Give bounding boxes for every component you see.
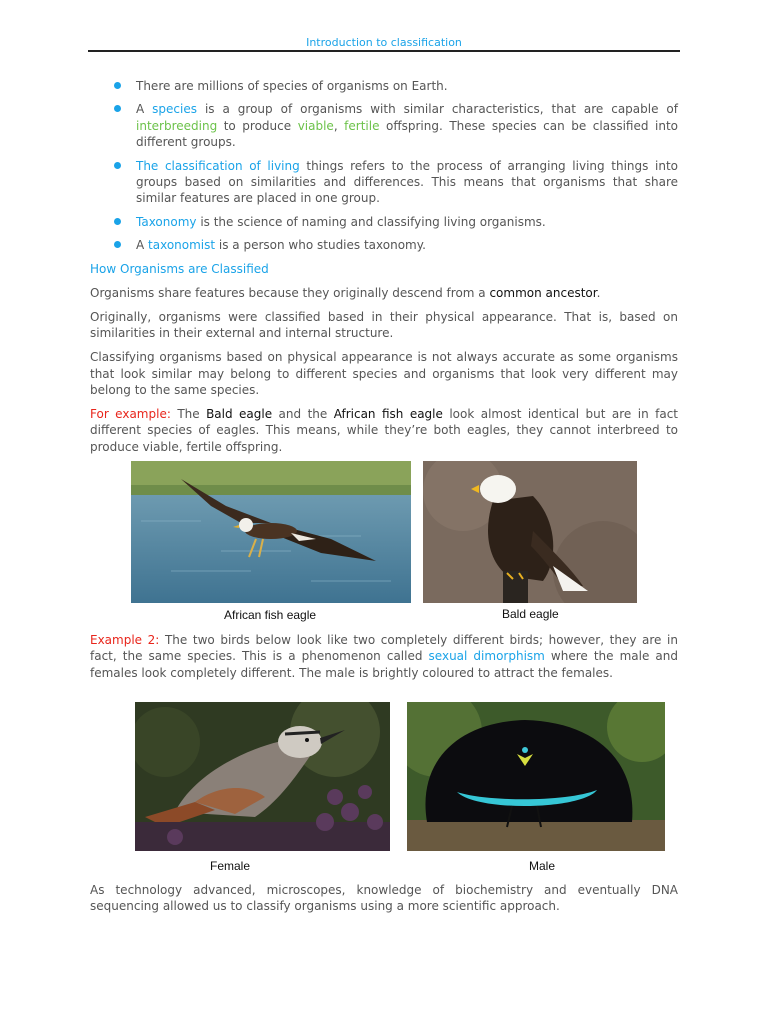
text-run: The two birds below look like two completely different birds; however, they are in fact, the same species. This is a phenomenon called (90, 633, 678, 664)
text-run: Organisms share features because they originally descend from a (90, 286, 490, 301)
bullet-dot-icon (114, 218, 121, 225)
text-run: is the science of naming and classifying living organisms. (196, 214, 546, 229)
text-run: Taxonomy (136, 214, 197, 229)
text-run: Classifying organisms based on physical appearance is not always accurate as some organisms that look similar may belong to different species and organisms that look very different may belong to the same species. (90, 350, 678, 398)
bullet-item (90, 158, 678, 207)
text-run: The (170, 407, 207, 421)
text-run: is a group of organisms with similar characteristics, that are capable of (197, 102, 678, 117)
paragraph-closing (90, 882, 678, 915)
page-header-title: Introduction to classification (306, 36, 462, 49)
text-run: species (152, 102, 197, 117)
paragraph (90, 285, 678, 301)
paragraph-example-2 (90, 632, 678, 681)
caption-male: Male (529, 859, 556, 873)
intro-bullet-list (90, 78, 678, 254)
text-run: offspring. These species can be classified into different groups. (136, 118, 679, 150)
text-run: There are millions of species of organisms on Earth. (136, 79, 448, 93)
text-run: things refers to the process of arranging living things into groups based on similarities and differences. This means that organisms that share similar features are placed in one group. (136, 158, 678, 206)
bullet-item (90, 237, 678, 253)
text-run: For example: (90, 407, 171, 421)
text-run: is a person who studies taxonomy. (215, 238, 426, 253)
header-rule (88, 50, 680, 52)
caption-bald-eagle: Bald eagle (502, 607, 559, 621)
bullet-item (90, 214, 678, 230)
male-bird-image (407, 702, 665, 851)
paragraph-for-example (90, 406, 678, 455)
caption-female: Female (210, 859, 251, 873)
text-run: Bald eagle (206, 407, 273, 421)
text-run: where the male and females look completely different. The male is brightly coloured to attract the females. (90, 649, 678, 680)
paragraph (90, 349, 678, 398)
text-run: . (596, 286, 601, 301)
text-run: Originally, organisms were classified based in their physical appearance. That is, based on similarities in their external and internal structure. (90, 309, 678, 341)
text-run: Example 2: (90, 633, 160, 647)
text-run: and the (272, 407, 334, 421)
text-run: interbreeding (136, 118, 218, 133)
caption-african-fish-eagle: African fish eagle (224, 608, 317, 622)
bullet-text (136, 79, 448, 93)
bullet-item (90, 78, 678, 94)
text-run: , (333, 118, 345, 133)
african-fish-eagle-image (131, 461, 411, 603)
bald-eagle-image (423, 461, 637, 603)
paragraph (90, 309, 678, 342)
text-run: The classification of living (136, 158, 300, 173)
text-run: viable (297, 118, 334, 133)
text-run: A (136, 102, 153, 117)
text-run: common ancestor (489, 286, 597, 301)
text-run: African fish eagle (333, 407, 443, 421)
bullet-dot-icon (114, 105, 121, 112)
text-run: A (136, 238, 149, 253)
closing-block (90, 882, 678, 922)
bullet-dot-icon (114, 241, 121, 248)
bullet-dot-icon (114, 82, 121, 89)
text-run: to produce (217, 118, 298, 133)
female-bird-image (135, 702, 390, 851)
bullet-text (136, 238, 426, 252)
example-2-block (90, 632, 678, 689)
document-body (90, 78, 678, 463)
bullet-item (90, 101, 678, 150)
text-run: look almost identical but are in fact different species of eagles. This means, while they’re both eagles, they cannot interbreed to produce viable, fertile offspring. (90, 407, 678, 454)
text-run: taxonomist (148, 238, 216, 253)
bullet-text (136, 102, 678, 149)
bullet-text (136, 159, 678, 206)
bullet-dot-icon (114, 162, 121, 169)
section-heading: How Organisms are Classified (90, 261, 269, 276)
text-run: fertile (344, 118, 380, 133)
bullet-text (136, 215, 546, 229)
text-run: sexual dimorphism (428, 649, 545, 664)
text-run: As technology advanced, microscopes, knowledge of biochemistry and eventually DNA sequencing allowed us to classify organisms using a more scientific approach. (90, 883, 678, 914)
